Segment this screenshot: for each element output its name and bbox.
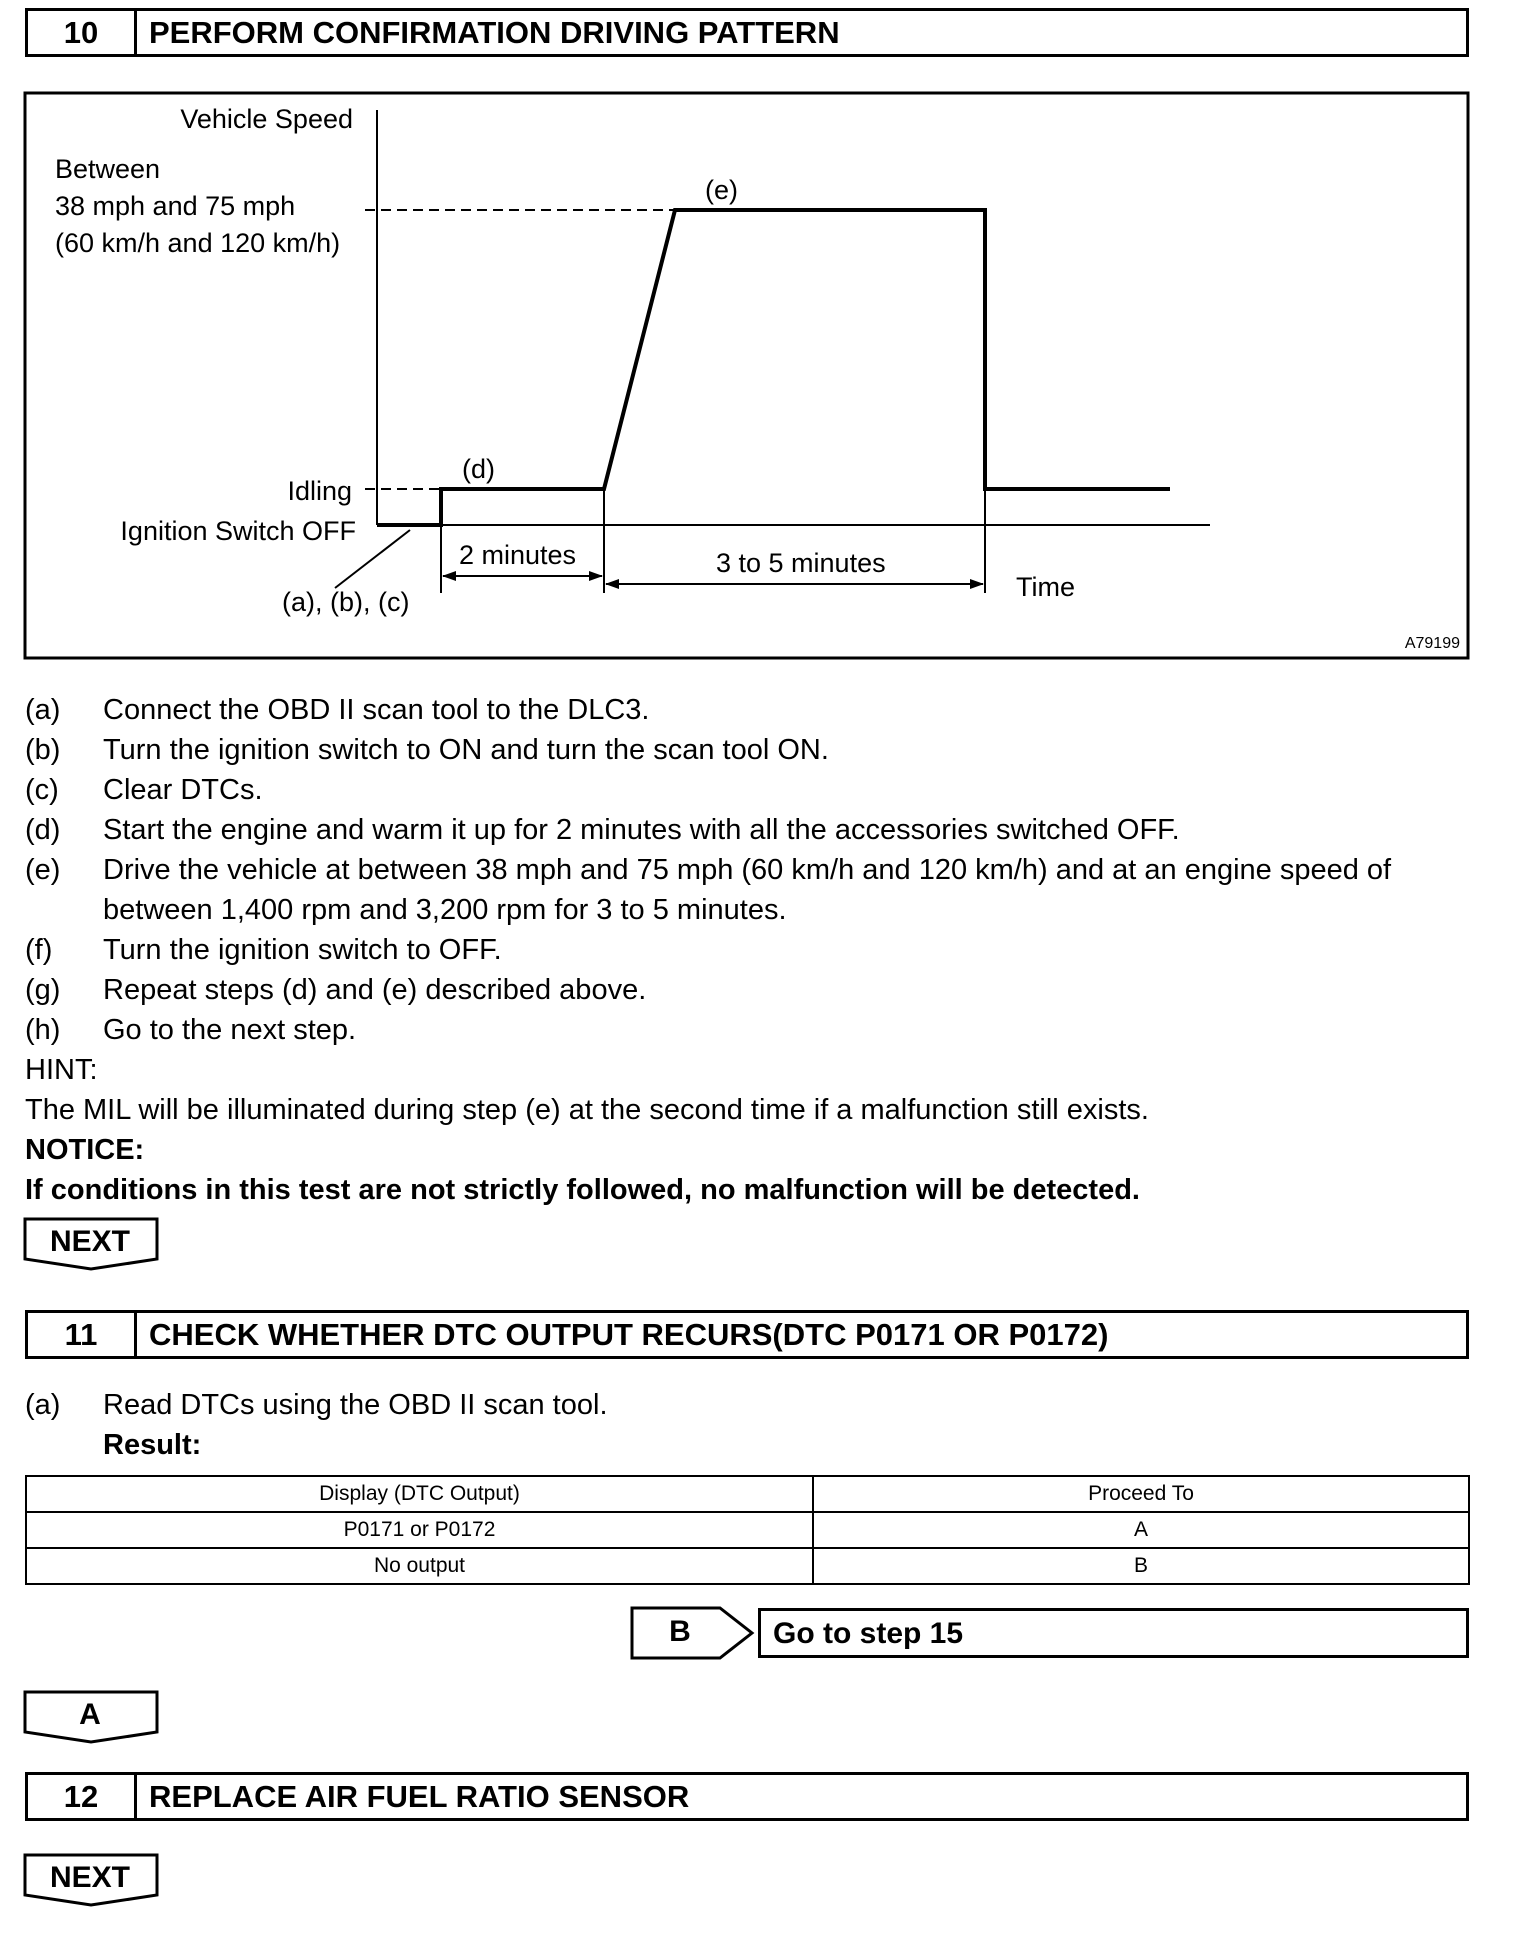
step-h-text: Go to the next step. (103, 1014, 357, 1046)
step-f-label: (f) (25, 934, 53, 966)
step-g-text: Repeat steps (d) and (e) described above. (103, 974, 647, 1006)
step-h-label: (h) (25, 1014, 61, 1046)
step-number: 11 (28, 1313, 137, 1356)
table-header-proceed: Proceed To (813, 1476, 1469, 1512)
notice-title: NOTICE: (25, 1134, 145, 1166)
table-row (26, 1548, 1469, 1584)
step-b-text: Turn the ignition switch to ON and turn the scan tool ON. (103, 734, 829, 766)
step-e-text: Drive the vehicle at between 38 mph and 75 mph (60 km/h and 120 km/h) and at an engine speed of (103, 854, 1392, 886)
step11-a-text: Read DTCs using the OBD II scan tool. (103, 1389, 608, 1421)
speed-profile-line (377, 210, 1170, 525)
driving-pattern-diagram (0, 0, 1536, 670)
table-header-display: Display (DTC Output) (26, 1476, 813, 1512)
speed-label-line3: (60 km/h and 120 km/h) (55, 228, 341, 258)
hint-text: The MIL will be illuminated during step (e) at the second time if a malfunction still exists. (25, 1094, 1149, 1126)
hint-title: HINT: (25, 1054, 98, 1086)
d-label: (d) (462, 454, 495, 484)
step-c-label: (c) (25, 774, 59, 806)
branch-b-button[interactable] (630, 1605, 755, 1661)
step-d-label: (d) (25, 814, 61, 846)
y-axis-label: Vehicle Speed (180, 104, 353, 134)
step-b-label: (b) (25, 734, 61, 766)
speed-label-line1: Between (55, 154, 161, 184)
branch-b-label: B (669, 1615, 691, 1648)
abc-label: (a), (b), (c) (282, 587, 410, 617)
next-button-label: NEXT (49, 1861, 130, 1894)
step11-a-label: (a) (25, 1389, 61, 1421)
branch-a-label: A (79, 1698, 101, 1731)
table-cell: B (813, 1548, 1469, 1584)
step-title: REPLACE AIR FUEL RATIO SENSOR (149, 1778, 690, 1814)
step-11-header (25, 1310, 1469, 1359)
time-axis-label: Time (1016, 572, 1075, 602)
step-title: PERFORM CONFIRMATION DRIVING PATTERN (149, 14, 840, 50)
duration-2min-label: 2 minutes (459, 540, 577, 570)
next-button-label: NEXT (49, 1225, 130, 1258)
step-e-text-cont: between 1,400 rpm and 3,200 rpm for 3 to 5 minutes. (103, 894, 787, 926)
step-d-text: Start the engine and warm it up for 2 minutes with all the accessories switched OFF. (103, 814, 1180, 846)
step-title: CHECK WHETHER DTC OUTPUT RECURS(DTC P0171 OR P0172) (149, 1316, 1109, 1352)
step-c-text: Clear DTCs. (103, 774, 263, 806)
table-row (26, 1512, 1469, 1548)
step-12-header (25, 1772, 1469, 1821)
table-header-row (26, 1476, 1469, 1512)
step-f-text: Turn the ignition switch to OFF. (103, 934, 502, 966)
step-a-label: (a) (25, 694, 61, 726)
step-g-label: (g) (25, 974, 61, 1006)
branch-a-button[interactable] (23, 1690, 163, 1746)
branch-b-target-text: Go to step 15 (773, 1617, 964, 1650)
duration-3to5-label: 3 to 5 minutes (716, 548, 886, 578)
branch-b-target (758, 1608, 1469, 1658)
step-e-label: (e) (25, 854, 61, 886)
result-table (25, 1475, 1470, 1585)
idling-label: Idling (287, 476, 352, 506)
e-label: (e) (705, 175, 738, 205)
table-cell: P0171 or P0172 (26, 1512, 813, 1548)
figure-id: A79199 (1404, 635, 1460, 652)
table-cell: A (813, 1512, 1469, 1548)
step-a-text: Connect the OBD II scan tool to the DLC3. (103, 694, 650, 726)
next-button-step10[interactable] (23, 1217, 163, 1273)
step-number: 12 (28, 1775, 137, 1818)
notice-text: If conditions in this test are not strictly followed, no malfunction will be detected. (25, 1174, 1140, 1206)
step-number: 10 (28, 11, 137, 54)
next-button-step12[interactable] (23, 1853, 163, 1909)
speed-label-line2: 38 mph and 75 mph (55, 191, 296, 221)
ignition-off-label: Ignition Switch OFF (120, 516, 356, 546)
table-cell: No output (26, 1548, 813, 1584)
result-label: Result: (103, 1429, 202, 1461)
